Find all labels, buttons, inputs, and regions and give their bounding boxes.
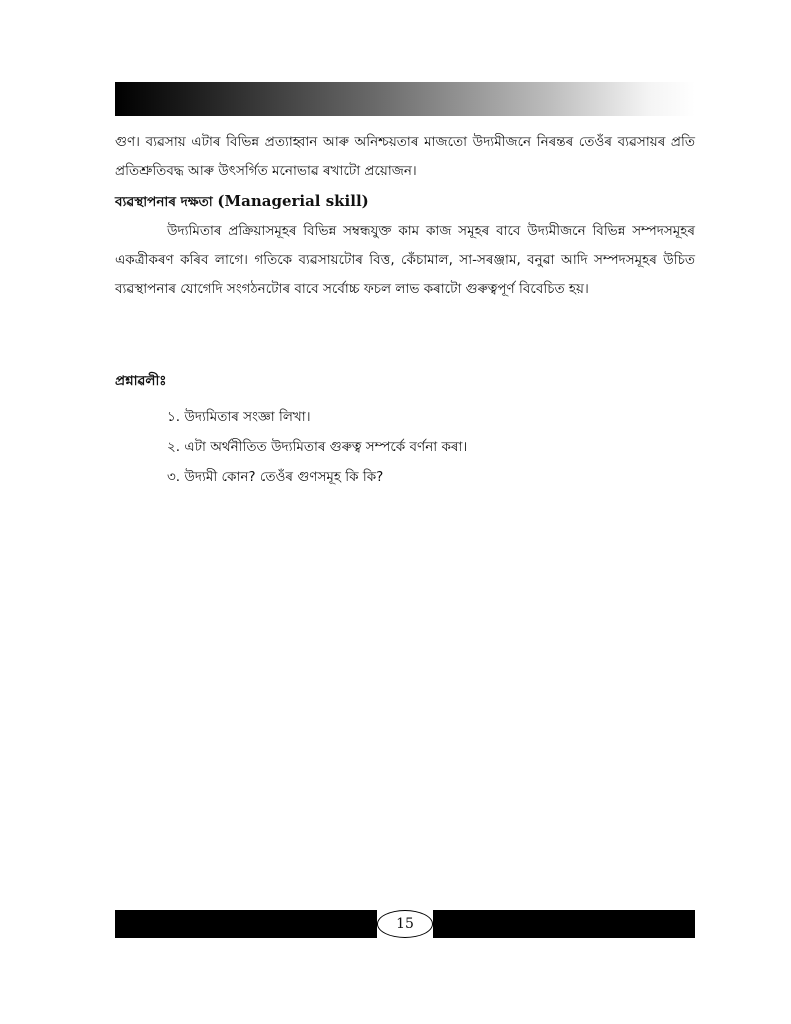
page-number: 15 bbox=[377, 910, 433, 938]
section-heading-bn: ব্যৱস্থাপনাৰ দক্ষতা bbox=[115, 194, 213, 210]
footer-bar-left bbox=[115, 910, 377, 938]
question-item-1: ১. উদ্যমিতাৰ সংজ্ঞা লিখা। bbox=[167, 409, 311, 425]
section-heading-en: (Managerial skill) bbox=[217, 192, 369, 210]
section-heading bbox=[115, 186, 695, 217]
header-gradient-bar bbox=[115, 82, 695, 116]
question-list bbox=[115, 402, 695, 492]
question-item-2: ২. এটা অৰ্থনীতিত উদ্যমিতাৰ গুৰুত্ব সম্পৰ্কে বৰ্ণনা কৰা। bbox=[167, 439, 468, 455]
page-content bbox=[115, 128, 695, 492]
footer-bar-right bbox=[433, 910, 695, 938]
questions-title: প্ৰশ্নাৱলীঃ bbox=[115, 373, 167, 389]
page-footer bbox=[115, 910, 695, 938]
section-body: উদ্যমিতাৰ প্ৰক্ৰিয়াসমূহৰ বিভিন্ন সম্বন্ধযুক্ত কাম কাজ সমূহৰ বাবে উদ্যমীজনে বিভিন্ন সম্পদসমূহৰ একত্ৰীকৰণ কৰিব লাগে। গতিকে ব্যৱসায়টোৰ বিত্ত, কেঁচামাল, সা-সৰঞ্জাম, বনুৱা আদি সম্পদসমূহৰ উচিত ব্যৱস্থাপনাৰ যোগেদি সংগঠনটোৰ বাবে সৰ্বোচ্চ ফচল লাভ কৰাটো গুৰুত্বপূৰ্ণ বিবেচিত হয়। bbox=[115, 223, 695, 297]
paragraph-top: গুণ। ব্যৱসায় এটাৰ বিভিন্ন প্ৰত্যাহ্বান আৰু অনিশ্চয়তাৰ মাজতো উদ্যমীজনে নিৰন্তৰ তেওঁৰ ব্যৱসায়ৰ প্ৰতি প্ৰতিশ্ৰুতিবদ্ধ আৰু উৎসৰ্গিত মনোভাৱ ৰখাটো প্ৰয়োজন। bbox=[115, 134, 695, 179]
question-item-3: ৩. উদ্যমী কোন? তেওঁৰ গুণসমূহ কি কি? bbox=[167, 469, 384, 485]
